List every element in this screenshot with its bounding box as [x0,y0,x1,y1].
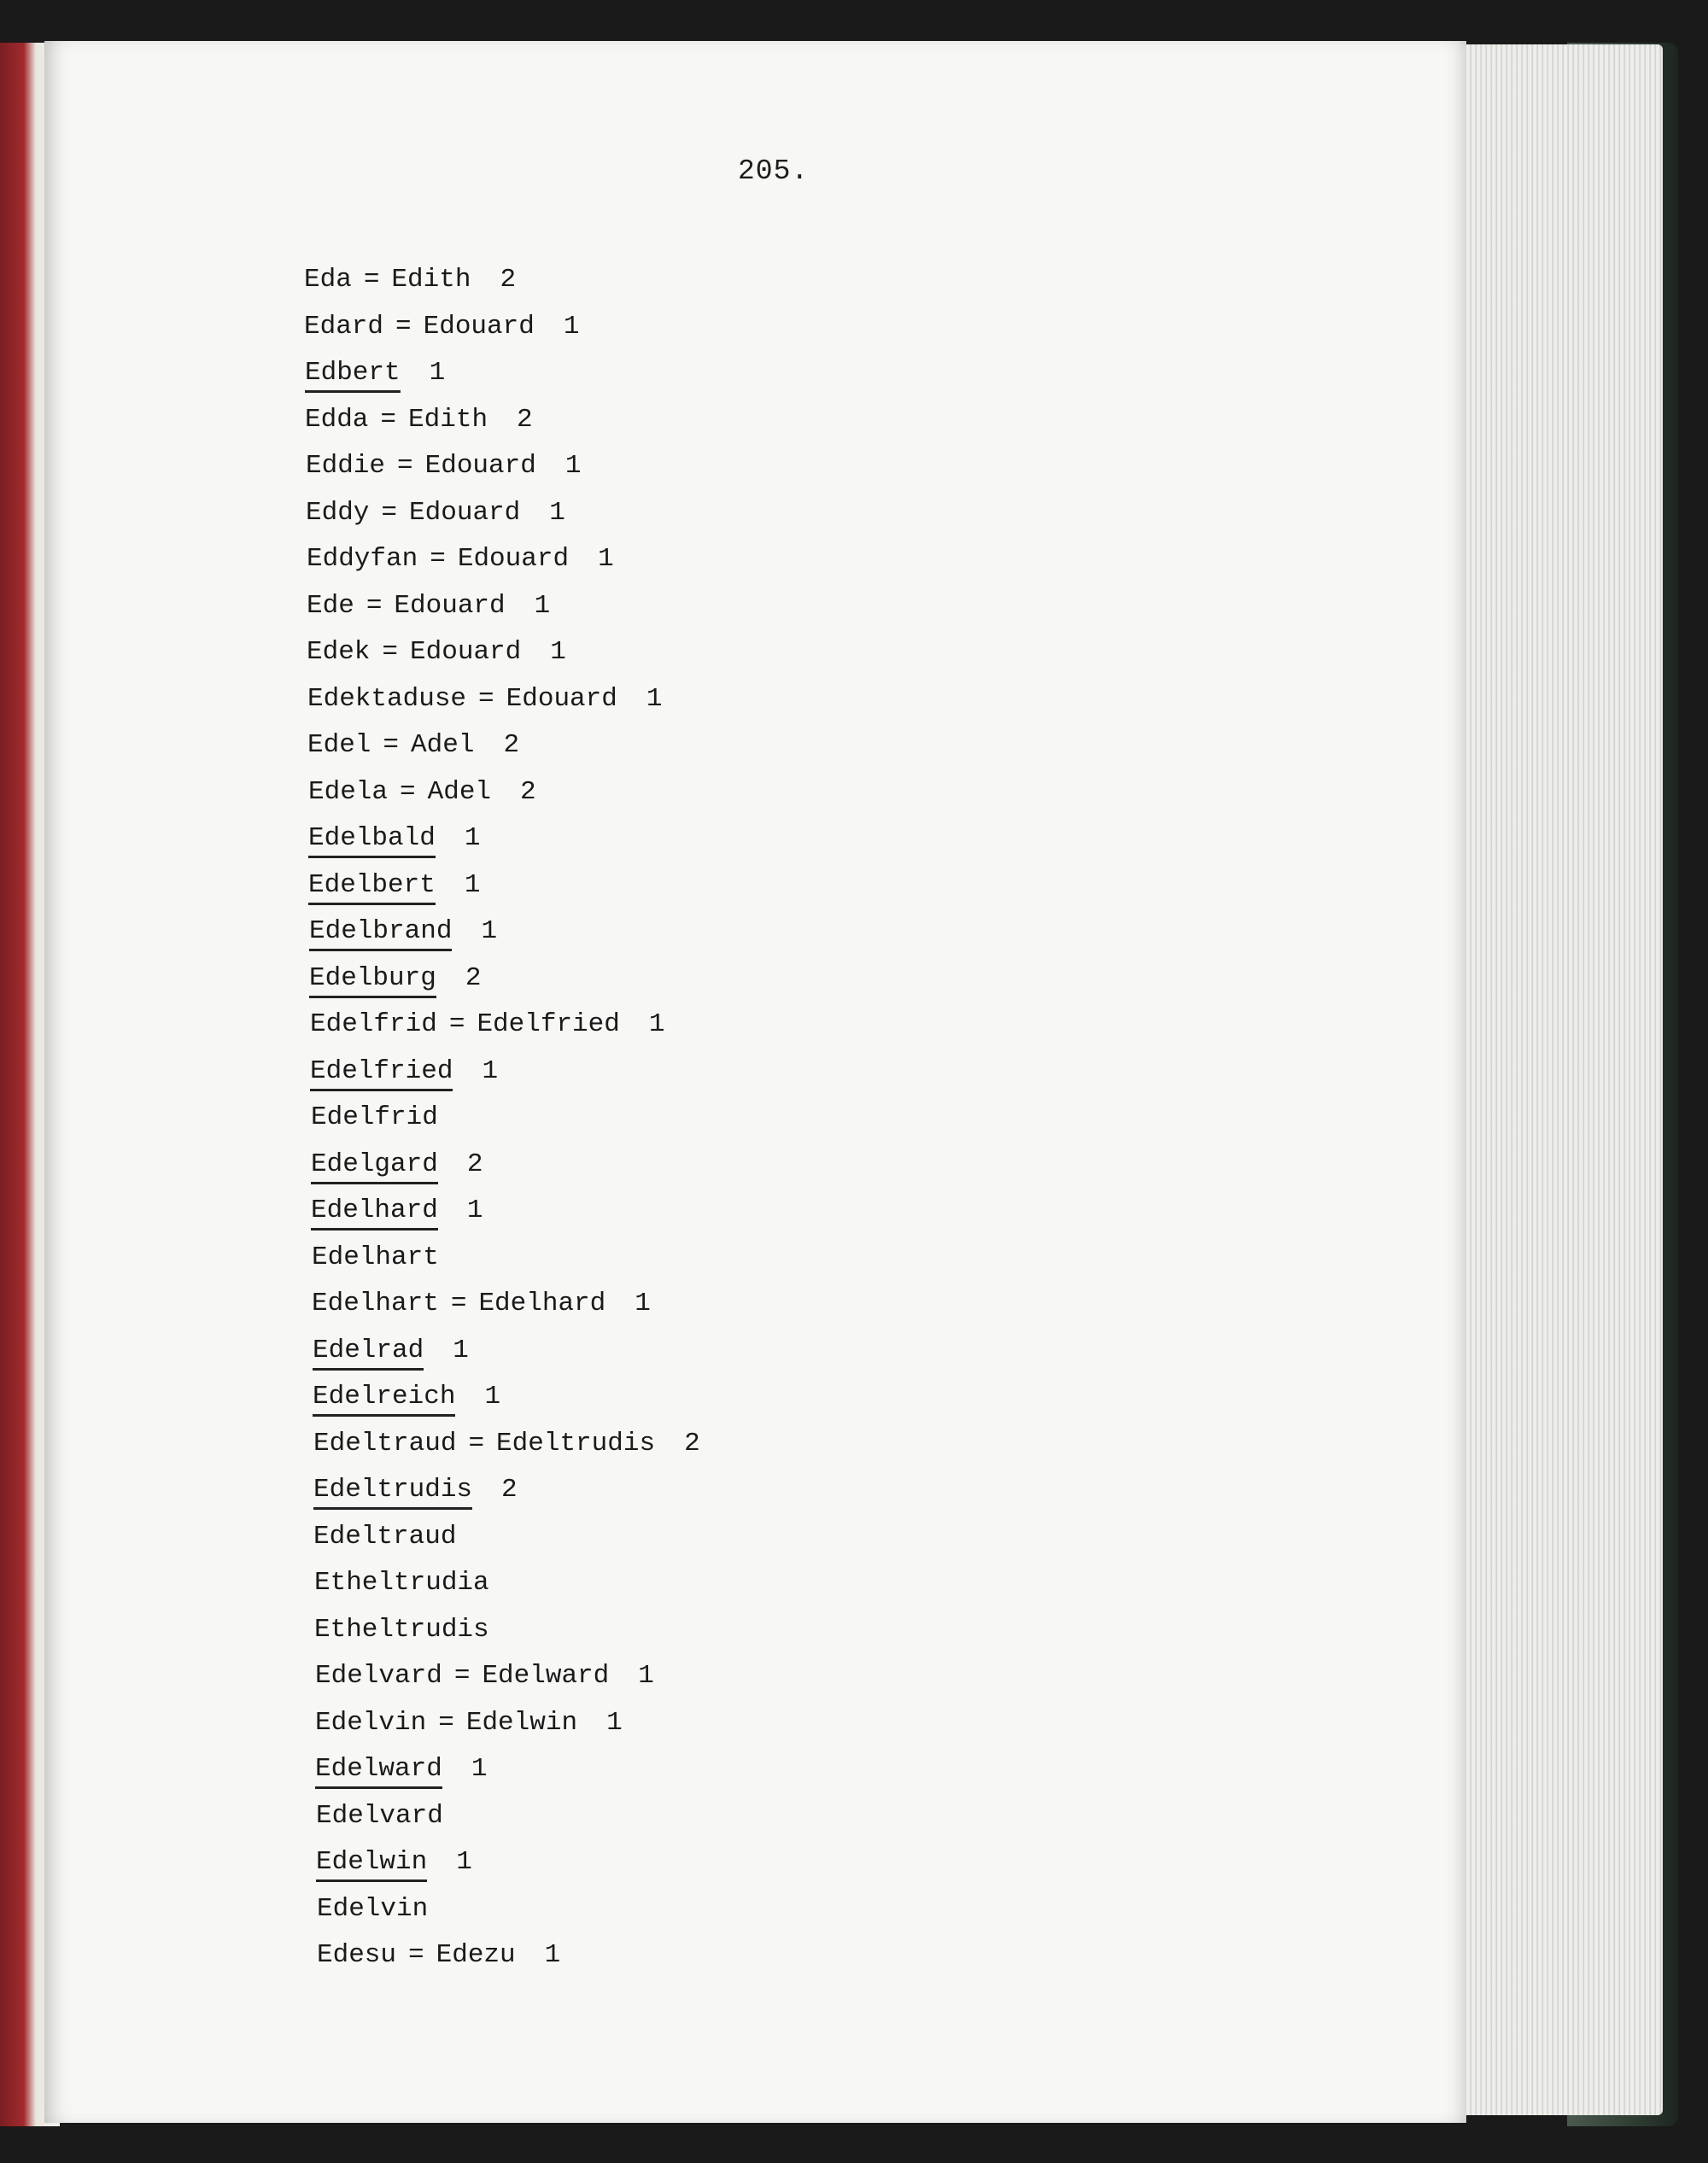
entry-row [305,400,700,447]
entry-count: 2 [466,1149,483,1179]
entry-row [313,1517,700,1564]
entry-name: Edelvard [316,1800,443,1831]
entry-name: Eddy [306,497,370,528]
equals-sign: = [468,1428,485,1459]
entry-count: 1 [481,916,498,946]
entry-count: 2 [500,265,517,295]
entry-name: Etheltrudis [314,1614,489,1645]
page-number: 205. [738,155,810,187]
entry-headword: Edelbald [308,823,436,858]
entry-row [308,818,700,865]
entry-row [314,1610,700,1657]
equals-sign: = [453,1661,471,1691]
entry-headword: Edeltrudis [313,1475,472,1510]
entry-equivalent: Edouard [409,497,521,528]
entry-count: 1 [464,823,481,853]
entry-row [308,865,700,912]
entry-row [311,1144,700,1191]
entry-name: Edela [308,776,389,807]
entry-count: 1 [550,637,566,667]
entry-name: Eddie [306,451,386,481]
entry-equivalent: Edouard [394,590,506,621]
entry-row [307,725,700,772]
entry-row [307,539,700,586]
entry-count: 1 [635,1289,651,1318]
entry-count: 1 [466,1195,483,1225]
entry-list [304,260,700,1982]
entry-row [315,1703,700,1750]
entry-row [312,1283,700,1330]
entry-count: 1 [638,1661,654,1691]
book-page [44,41,1466,2123]
entry-equivalent: Edouard [457,544,570,574]
entry-equivalent: Edouard [424,451,536,481]
equals-sign: = [366,590,383,621]
equals-sign: = [395,311,412,342]
entry-row [313,1377,700,1423]
entry-row [313,1330,700,1377]
equals-sign: = [380,404,397,435]
entry-count: 2 [520,776,536,807]
entry-name: Edelfrid [311,1102,438,1132]
entry-name: Edelfrid [310,1009,437,1039]
equals-sign: = [363,265,380,295]
entry-headword: Edelward [315,1754,442,1789]
equals-sign: = [381,497,398,528]
entry-row [306,446,700,493]
entry-equivalent: Edith [408,404,488,435]
entry-count: 1 [598,544,614,574]
entry-row [307,679,700,726]
entry-name: Edel [307,730,371,760]
entry-count: 1 [549,497,565,528]
equals-sign: = [408,1940,424,1970]
entry-count: 1 [648,1009,665,1039]
entry-name: Edesu [317,1940,397,1970]
entry-headword: Edelfried [310,1056,453,1091]
entry-row [313,1423,700,1470]
entry-name: Edelhart [312,1242,439,1272]
equals-sign: = [397,451,413,481]
entry-name: Eddyfan [307,544,418,574]
equals-sign: = [383,730,400,760]
entry-row [315,1749,700,1796]
entry-equivalent: Edeltrudis [496,1428,656,1459]
equals-sign: = [478,683,494,714]
equals-sign: = [430,544,446,574]
entry-name: Edda [305,404,369,435]
entry-headword: Edelhard [311,1195,438,1231]
entry-row [315,1656,700,1703]
entry-count: 1 [464,869,481,900]
entry-count: 2 [465,962,482,993]
entry-count: 2 [517,404,533,435]
entry-name: Edeltraud [313,1521,457,1552]
entry-row [316,1796,700,1843]
entry-count: 1 [606,1707,623,1738]
entry-count: 1 [429,358,446,388]
entry-name: Edelvin [315,1707,427,1738]
entry-row [317,1889,700,1936]
entry-name: Edektaduse [307,683,467,714]
equals-sign: = [438,1707,454,1738]
entry-row [314,1563,700,1610]
equals-sign: = [448,1009,465,1039]
entry-headword: Edelbrand [309,916,452,951]
entry-row [305,353,700,400]
entry-headword: Edbert [305,358,401,393]
entry-count: 1 [456,1847,472,1877]
entry-headword: Edelburg [309,963,436,998]
entry-count: 1 [482,1055,499,1086]
entry-equivalent: Edouard [506,683,617,714]
entry-count: 1 [453,1335,469,1365]
entry-count: 1 [534,590,551,621]
entry-equivalent: Edezu [436,1940,516,1970]
entry-name: Edelhart [312,1289,439,1318]
entry-count: 1 [646,683,663,714]
entry-row [311,1097,700,1144]
entry-equivalent: Adel [427,776,492,807]
entry-row [317,1935,700,1982]
entry-name: Eda [304,265,352,295]
entry-name: Edard [304,311,384,342]
entry-name: Etheltrudia [314,1568,489,1598]
entry-name: Ede [307,590,354,621]
entry-row [316,1842,700,1889]
entry-equivalent: Edelwin [465,1707,578,1738]
entry-headword: Edelwin [316,1847,427,1882]
entry-row [313,1470,700,1517]
entry-count: 1 [544,1940,561,1970]
entry-equivalent: Adel [411,730,475,760]
equals-sign: = [450,1289,467,1318]
entry-count: 2 [684,1428,700,1459]
entry-count: 1 [563,311,580,342]
entry-row [311,1190,700,1237]
entry-row [304,307,700,354]
entry-row [308,772,700,819]
entry-count: 2 [503,730,520,760]
entry-row [304,260,700,307]
equals-sign: = [382,637,399,667]
entry-name: Edek [307,637,371,667]
entry-equivalent: Edelward [482,1661,610,1691]
entry-count: 2 [501,1475,518,1505]
entry-row [310,1004,700,1051]
entry-equivalent: Edouard [423,311,535,342]
entry-row [310,1051,700,1098]
entry-row [306,493,700,540]
entry-name: Edeltraud [313,1428,457,1459]
entry-headword: Edelrad [313,1336,424,1371]
entry-equivalent: Edith [391,265,471,295]
entry-name: Edelvin [317,1893,429,1924]
entry-equivalent: Edelhard [478,1289,606,1318]
entry-row [309,958,700,1005]
entry-count: 1 [471,1754,488,1784]
equals-sign: = [400,776,416,807]
entry-count: 1 [484,1382,501,1412]
entry-row [307,632,700,679]
entry-equivalent: Edelfried [477,1009,620,1039]
entry-equivalent: Edouard [410,637,522,667]
entry-row [307,586,700,633]
page-edges [1462,44,1663,2115]
entry-count: 1 [564,451,582,481]
entry-headword: Edelgard [311,1149,438,1184]
entry-headword: Edelreich [313,1382,455,1417]
entry-row [312,1237,700,1284]
entry-headword: Edelbert [308,870,436,905]
entry-row [309,911,700,958]
entry-name: Edelvard [315,1661,442,1691]
